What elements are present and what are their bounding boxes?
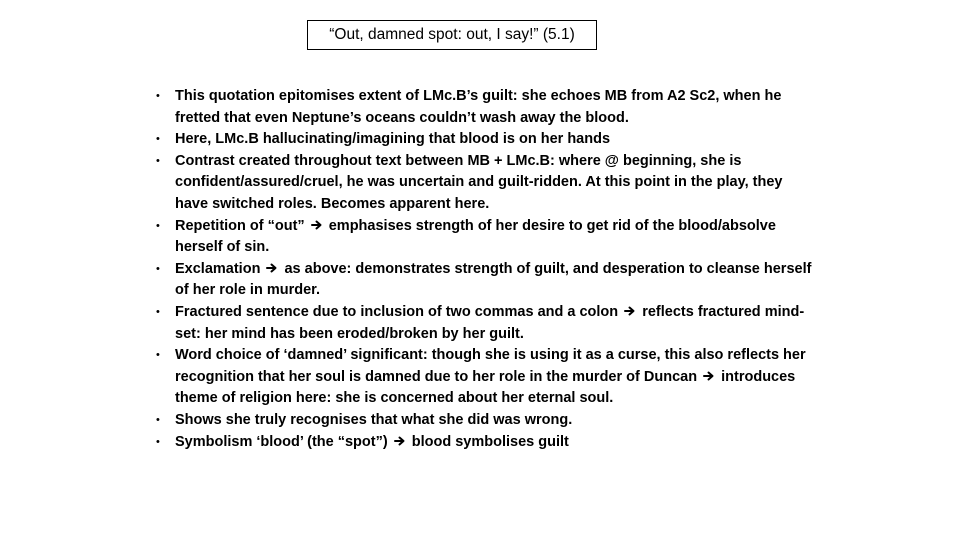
right-arrow-icon [624,303,636,315]
right-arrow-icon [394,433,406,445]
bullet-item [155,410,815,432]
bullet-marker: • [156,219,160,232]
bullet-text: introduces theme of religion here: she is concerned about her eternal soul. [175,368,796,407]
bullet-text: as above: demonstrates strength of guilt, and desperation to cleanse herself of her role in murder. [175,260,812,299]
bullet-item [155,216,815,259]
bullet-text: Word choice of ‘damned’ significant: though she is using it as a curse, this also reflects her recognition that her soul is damned due to her role in the murder of Duncan [175,347,806,385]
bullet-marker: • [156,133,160,146]
bullet-marker: • [156,349,160,362]
bullet-text: Fractured sentence due to inclusion of two commas and a colon [175,303,619,320]
bullet-item [155,129,815,151]
bullet-item [155,432,815,454]
bullet-item [155,259,815,302]
bullet-text: Repetition of “out” [175,217,305,234]
bullet-item [155,302,815,345]
bullet-text: emphasises strength of her desire to get rid of the blood/absolve herself of sin. [175,217,776,256]
bullet-text: blood symbolises guilt [411,433,569,450]
bullet-text: Shows she truly recognises that what she did was wrong. [175,411,573,428]
bullet-item [155,86,815,129]
bullet-text: This quotation epitomises extent of LMc.B’s guilt: she echoes MB from A2 Sc2, when he fretted that even Neptune’s oceans couldn’t wash away the blood. [175,88,782,126]
bullet-marker: • [156,154,160,167]
right-arrow-icon [311,217,323,229]
bullet-text: Symbolism ‘blood’ (the “spot”) [175,433,388,450]
quote-title: “Out, damned spot: out, I say!” (5.1) [307,20,597,50]
bullet-list [155,86,815,453]
bullet-text: reflects fractured mind-set: her mind has been eroded/broken by her guilt. [175,303,805,342]
bullet-text: Contrast created throughout text between MB + LMc.B: where @ beginning, she is confident/assured/cruel, he was uncertain and guilt-ridden. At this point in the play, they have switched roles. Becomes apparent here. [175,152,783,212]
bullet-marker: • [156,90,160,102]
bullet-marker: • [156,262,160,275]
bullet-item [155,151,815,216]
bullet-marker: • [156,413,160,426]
bullet-marker: • [156,435,160,448]
bullet-text: Here, LMc.B hallucinating/imagining that blood is on her hands [175,131,611,148]
right-arrow-icon [266,260,278,272]
bullet-item [155,345,815,410]
right-arrow-icon [703,368,715,380]
bullet-marker: • [156,305,160,318]
bullet-text: Exclamation [175,260,261,277]
